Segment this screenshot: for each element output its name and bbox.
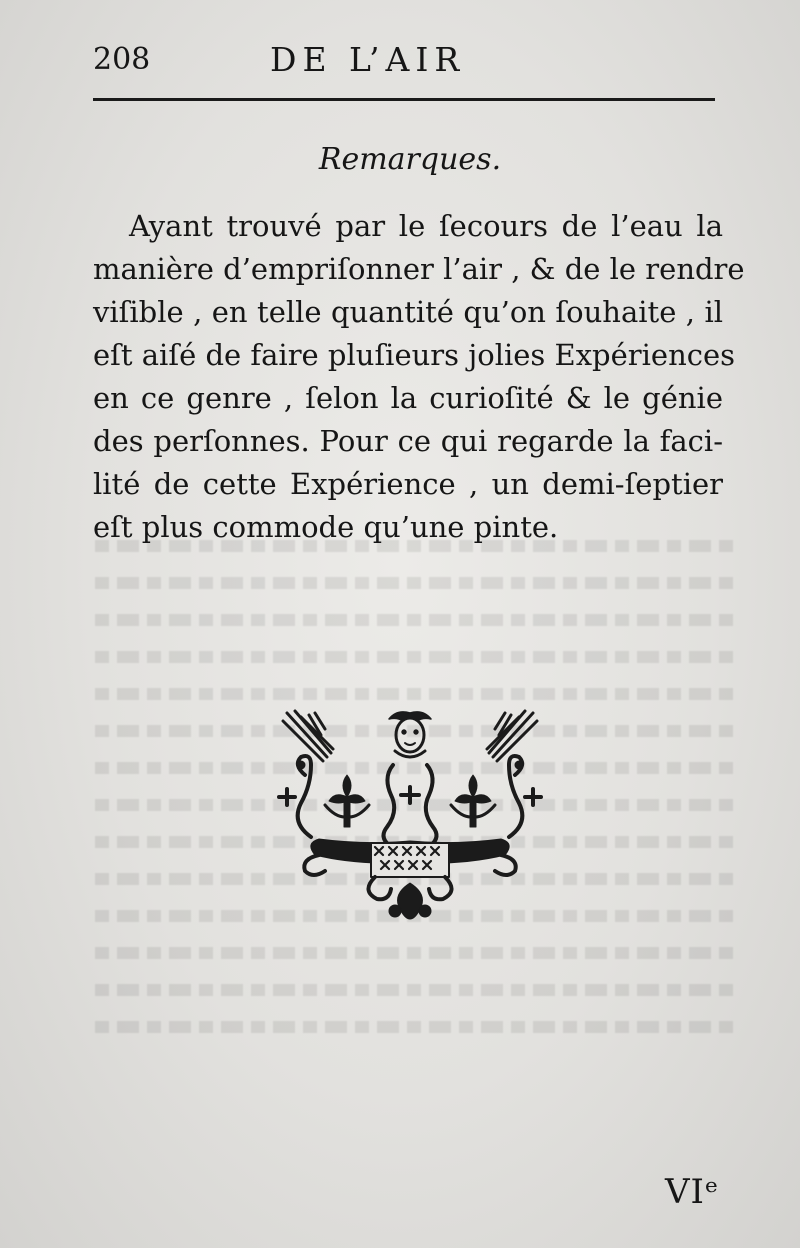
running-title: DE L’AIR [270,40,466,79]
text-line: eſt plus commode qu’une pinte. [93,510,559,544]
text-line: eſt aiſé de faire pluſieurs jolies Expériences [93,338,736,372]
header-rule [93,98,715,101]
text-line: Ayant trouvé par le ſecours de l’eau la [129,209,723,243]
text-line: des perſonnes. Pour ce qui regarde la faci- [93,424,723,458]
text-line: manière d’empriſonner l’air , & de le rendre [93,252,745,286]
signature-mark: VIᵉ [665,1172,720,1212]
body-paragraph [93,205,745,549]
text-line: en ce genre , ſelon la curioſité & le génie [93,381,723,415]
fleuron-crown-ornament-icon [265,705,555,935]
text-line: lité de cette Expérience , un demi-ſeptier [93,467,723,501]
section-title: Remarques. [318,142,502,177]
page-number: 208 [93,42,151,77]
text-line: viſible , en telle quantité qu’on ſouhaite , il [93,295,723,329]
